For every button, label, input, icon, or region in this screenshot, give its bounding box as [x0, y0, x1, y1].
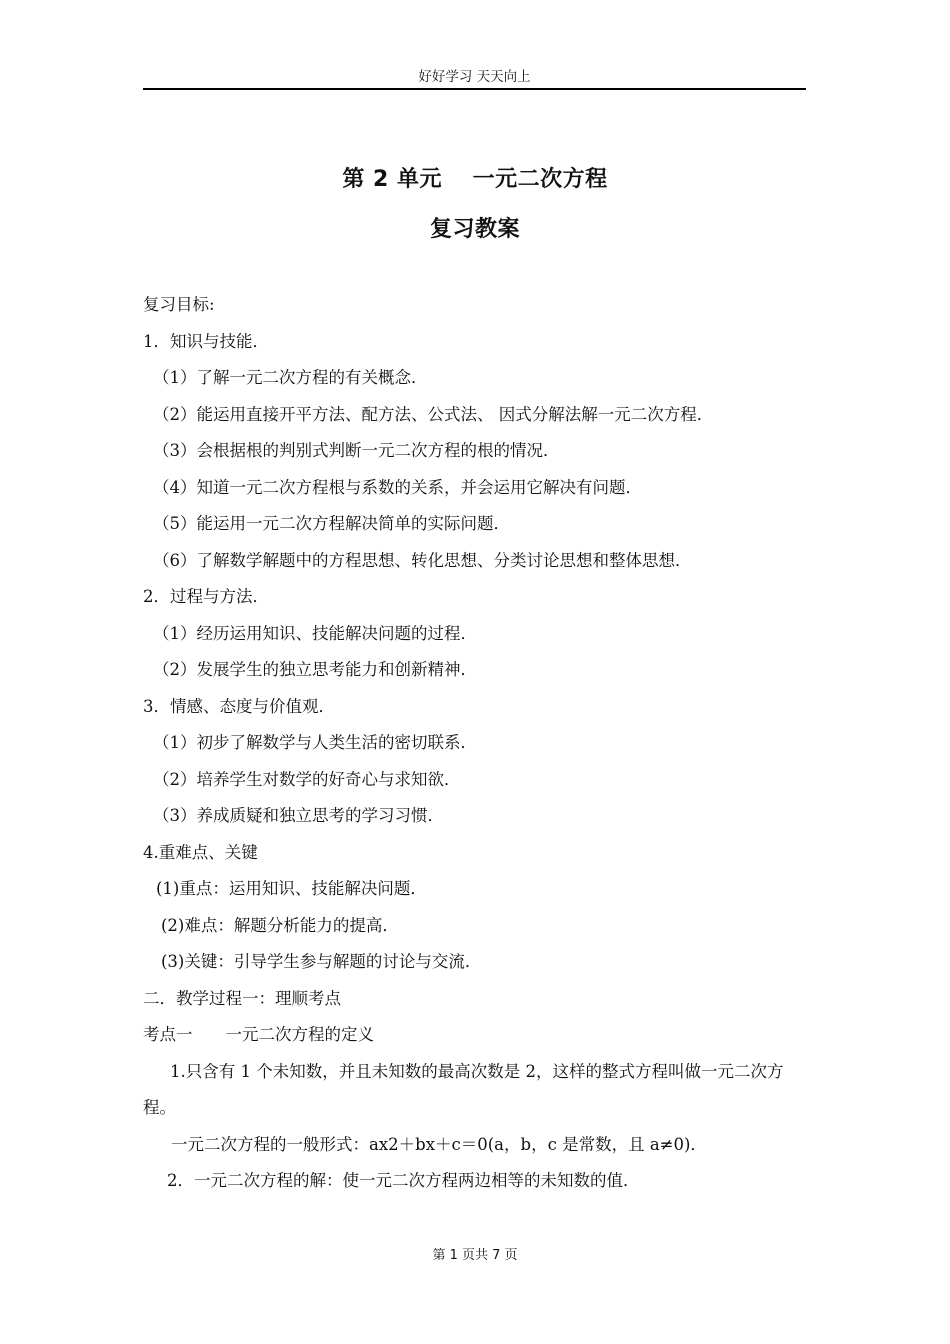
section-3-item-2: （2）培养学生对数学的好奇心与求知欲． [153, 769, 461, 789]
section-4-heading: 4.重难点、关键 [143, 842, 258, 862]
solution-definition-paragraph: 2．一元二次方程的解：使一元二次方程两边相等的未知数的值． [167, 1171, 640, 1190]
document-body [143, 287, 806, 1200]
page-number: 第 1 页共 7 页 [432, 1248, 518, 1263]
section-1-item-5: （5）能运用一元二次方程解决简单的实际问题． [153, 514, 510, 533]
section-2-heading: 2．过程与方法． [143, 587, 269, 606]
section-1-item-2: （2）能运用直接开平方法、配方法、公式法、 因式分解法解一元二次方程． [153, 404, 714, 424]
section-2-item-2: （2）发展学生的独立思考能力和创新精神． [153, 660, 477, 679]
section-3-heading: 3．情感、态度与价值观． [143, 696, 335, 716]
header-text: 好好学习 天天向上 [418, 69, 531, 85]
section-3-item-3: （3）养成质疑和独立思考的学习习惯． [153, 806, 444, 825]
section-4-item-1: (1)重点：运用知识、技能解决问题． [156, 879, 427, 898]
page-footer [0, 1245, 950, 1267]
definition-paragraph: 1.只含有 1 个未知数，并且未知数的最高次数是 2，这样的整式方程叫做一元二次方程。 [143, 1061, 784, 1117]
section-4-item-3: (3)关键：引导学生参与解题的讨论与交流． [161, 952, 482, 971]
section-1-item-6: （6）了解数学解题中的方程思想、转化思想、分类讨论思想和整体思想． [153, 550, 692, 570]
review-objectives-heading: 复习目标: [143, 295, 215, 314]
exam-point-1-heading: 考点一 一元二次方程的定义 [143, 1025, 374, 1044]
section-1-item-4: （4）知道一元二次方程根与系数的关系，并会运用它解决有问题． [153, 477, 642, 497]
lesson-title: 复习教案 [429, 217, 520, 242]
section-1-item-3: （3）会根据根的判别式判断一元二次方程的根的情况． [153, 441, 560, 460]
section-4-item-2: (2)难点：解题分析能力的提高． [161, 915, 399, 935]
unit-title: 第 2 单元 一元二次方程 [342, 167, 608, 192]
page-header [143, 66, 806, 90]
section-1-item-1: （1）了解一元二次方程的有关概念． [153, 368, 428, 387]
section-3-item-1: （1）初步了解数学与人类生活的密切联系． [153, 733, 477, 752]
general-form-paragraph: 一元二次方程的一般形式：ax2＋bx＋c＝0(a，b，c 是常数，且 a≠0)． [171, 1134, 707, 1154]
section-2-item-1: （1）经历运用知识、技能解决问题的过程． [153, 623, 477, 643]
section-1-heading: 1．知识与技能． [143, 331, 269, 351]
teaching-process-heading: 二．教学过程一：理顺考点 [143, 988, 341, 1008]
